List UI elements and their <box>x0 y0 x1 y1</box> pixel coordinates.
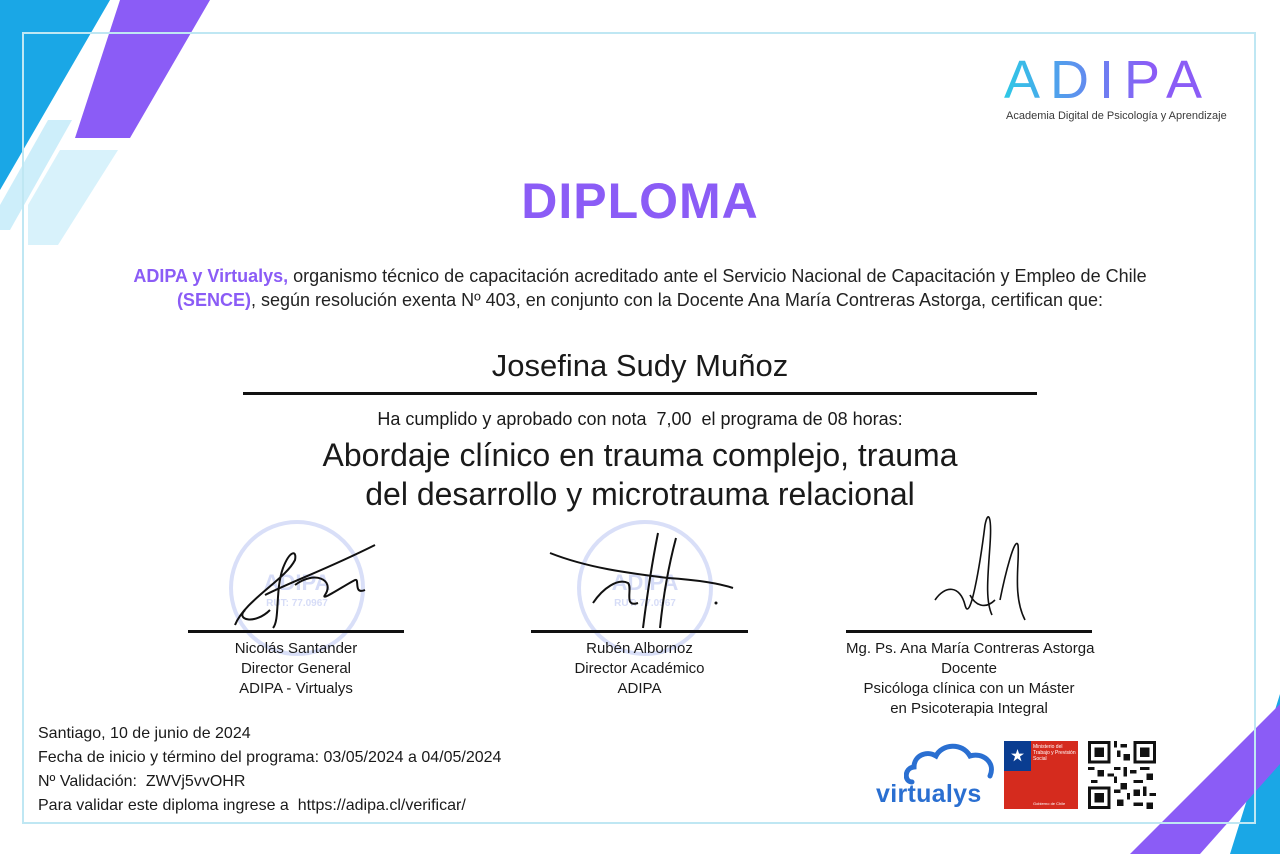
qr-code-icon <box>1088 741 1156 809</box>
stamp-rut: RUT: 77.0967 <box>266 598 328 609</box>
signature-line <box>531 630 748 633</box>
signatory-role: Director General <box>240 660 352 677</box>
intro-text-b: , según resolución exenta Nº 403, en conjunto con la Docente Ana María Contreras Astorga, certifican que: <box>250 290 1104 310</box>
gov-ministry-text: Ministerio del Trabajo y Previsión Social <box>1031 741 1078 809</box>
virtualys-wordmark: virtualys <box>876 780 982 808</box>
adipa-logo <box>1004 52 1236 124</box>
stamp-rut: RUT: 77.0967 <box>614 598 676 609</box>
signatory-name: Rubén Albornoz <box>586 640 693 657</box>
signature-line <box>188 630 404 633</box>
diploma-title: DIPLOMA <box>521 173 759 229</box>
org-highlight: ADIPA y Virtualys, <box>133 266 289 286</box>
intro-paragraph <box>100 264 1180 312</box>
signature-contreras <box>930 505 1030 629</box>
intro-text-a: organismo técnico de capacitación acreditado ante el Servicio Nacional de Capacitación y Empleo de Chile <box>288 266 1147 286</box>
sence-highlight: (SENCE) <box>176 290 251 310</box>
logo-wordmark: ADIPA <box>1004 50 1213 110</box>
signature-block-director-general <box>188 630 404 699</box>
stamp-name: ADIPA <box>611 570 679 595</box>
virtualys-logo <box>876 742 1000 808</box>
flag-red-field <box>1004 771 1031 809</box>
signature-santander <box>225 540 385 632</box>
signatory-org: ADIPA <box>617 680 662 697</box>
signatory-name: Mg. Ps. Ana María Contreras Astorga <box>846 640 1095 657</box>
signature-block-director-academico <box>531 630 748 699</box>
gov-footer-text: Gobierno de Chile <box>1033 801 1066 806</box>
signature-albornoz <box>548 528 738 632</box>
signatory-org: ADIPA - Virtualys <box>239 680 353 697</box>
signatory-name: Nicolás Santander <box>234 640 358 657</box>
star-icon <box>1011 749 1024 762</box>
signatory-org: Psicóloga clínica con un Máster <box>863 680 1075 697</box>
verify-instructions: Para validar este diploma ingrese a https://adipa.cl/verificar/ <box>38 797 466 814</box>
completion-statement: Ha cumplido y aprobado con nota 7,00 el programa de 08 horas: <box>377 409 903 429</box>
program-title <box>240 436 1040 514</box>
signatory-role: Docente <box>941 660 997 677</box>
signature-block-docente <box>846 630 1095 719</box>
program-title-line-1: Abordaje clínico en trauma complejo, trauma <box>322 437 958 473</box>
signatory-role: Director Académico <box>574 660 705 677</box>
stamp-name: ADIPA <box>263 570 331 595</box>
recipient-underline <box>243 392 1037 395</box>
program-title-line-2: del desarrollo y microtrauma relacional <box>365 476 915 512</box>
program-dates: Fecha de inicio y término del programa: 03/05/2024 a 04/05/2024 <box>38 749 502 766</box>
diploma-footer <box>38 722 501 818</box>
signature-line <box>846 630 1092 633</box>
validation-code: Nº Validación: ZWVj5vvOHR <box>38 773 246 790</box>
place-date: Santiago, 10 de junio de 2024 <box>38 725 251 742</box>
gobierno-de-chile-logo <box>1004 741 1078 809</box>
recipient-name: Josefina Sudy Muñoz <box>491 348 789 383</box>
logo-subtitle: Academia Digital de Psicología y Aprendizaje <box>1006 110 1227 122</box>
signatory-org-line-2: en Psicoterapia Integral <box>890 700 1048 717</box>
